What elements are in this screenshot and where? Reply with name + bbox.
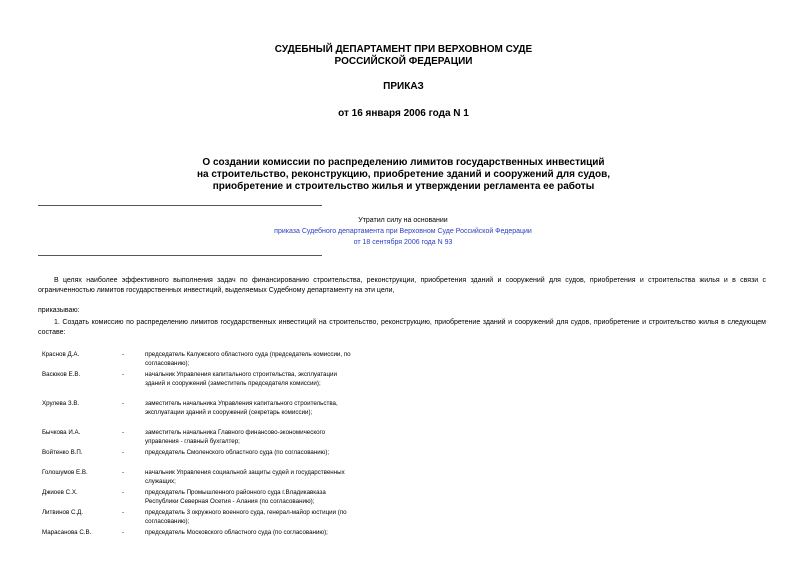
divider-bottom (38, 255, 322, 256)
intro-paragraph: В целях наиболее эффективного выполнения задач по финансированию строительства, реконструкции, приобретения зданий и сооружений для судов, приобретения и строительства жилья и в связи с ограниченностью лимитов государственных инвестиций, выделяемых Судебному департаменту на эти цели, (38, 277, 766, 294)
member-name: Литвинов С.Д. (42, 509, 84, 516)
document-title-line-2: на строительство, реконструкцию, приобретение зданий и сооружений для судов, (196, 169, 611, 180)
member-name: Войтенко В.П. (42, 449, 83, 456)
member-dash: - (122, 400, 125, 407)
document-title-line-1: О создании комиссии по распределению лимитов государственных инвестиций (202, 157, 605, 168)
member-name: Краснов Д.А. (42, 351, 80, 358)
member-name: Хрулева З.В. (42, 400, 80, 407)
document-type: ПРИКАЗ (383, 81, 424, 92)
item-1-paragraph: 1. Создать комиссию по распределению лимитов государственных инвестиций на строительство, реконструкцию, приобретение зданий и сооружений для судов, приобретение и строительство жилья в следующем составе: (38, 319, 766, 336)
member-dash: - (122, 449, 125, 456)
issuer-line-2: РОССИЙСКОЙ ФЕДЕРАЦИИ (334, 56, 473, 67)
list-item (42, 508, 362, 526)
list-item (42, 528, 362, 537)
member-name: Марасанова С.В. (42, 529, 92, 536)
member-role: заместитель начальника Главного финансово-экономического управления - главный бухгалтер; (145, 429, 326, 445)
member-dash: - (122, 489, 125, 496)
member-name: Джиоев С.Х. (42, 489, 78, 496)
member-dash: - (122, 469, 125, 476)
repeal-link-line-1[interactable]: приказа Судебного департамента при Верховном Суде Российской Федерации (274, 228, 532, 235)
member-dash: - (122, 429, 125, 436)
list-item (42, 399, 362, 426)
member-role: председатель 3 окружного военного суда, генерал-майор юстиции (по согласованию); (145, 509, 347, 525)
member-dash: - (122, 509, 125, 516)
member-dash: - (122, 351, 125, 358)
member-role: начальник Управления социальной защиты судей и государственных служащих; (145, 469, 345, 485)
list-item (42, 488, 362, 506)
issuer-line-1: СУДЕБНЫЙ ДЕПАРТАМЕНТ ПРИ ВЕРХОВНОМ СУДЕ (274, 44, 533, 55)
member-name: Голошумов Е.В. (42, 469, 88, 476)
repeal-note (218, 215, 588, 248)
divider-top (38, 205, 322, 206)
list-item (42, 350, 362, 367)
member-name: Бычкова И.А. (42, 429, 81, 436)
member-role: заместитель начальника Управления капитального строительства, эксплуатации зданий и сооружений (секретарь комиссии); (145, 400, 338, 416)
member-dash: - (122, 529, 125, 536)
member-dash: - (122, 371, 125, 378)
list-item (42, 428, 362, 446)
member-role: председатель Калужского областного суда (председатель комиссии, по согласованию); (145, 351, 351, 367)
member-role: председатель Смоленского областного суда (по согласованию); (145, 449, 330, 456)
member-role: председатель Московского областного суда (по согласованию); (145, 529, 328, 536)
list-item (42, 448, 362, 466)
member-role: начальник Управления капитального строительства, эксплуатации зданий и сооружений (заместитель председателя комиссии); (145, 371, 337, 387)
commission-members-list (42, 350, 362, 537)
list-item (42, 370, 362, 397)
member-role: председатель Промышленного районного суда г.Владикавказа Республики Северная Осетия - Алания (по согласованию); (145, 489, 326, 505)
repeal-link-line-2[interactable]: от 18 сентября 2006 года N 93 (353, 239, 453, 246)
order-word: приказываю: (38, 307, 80, 314)
member-name: Васюков Е.В. (42, 371, 81, 378)
document-date-number: от 16 января 2006 года N 1 (338, 108, 469, 119)
document-title-line-3: приобретение и строительство жилья и утверждении регламента ее работы (212, 181, 595, 192)
repeal-text: Утратил силу на основании (358, 217, 448, 224)
list-item (42, 468, 362, 486)
